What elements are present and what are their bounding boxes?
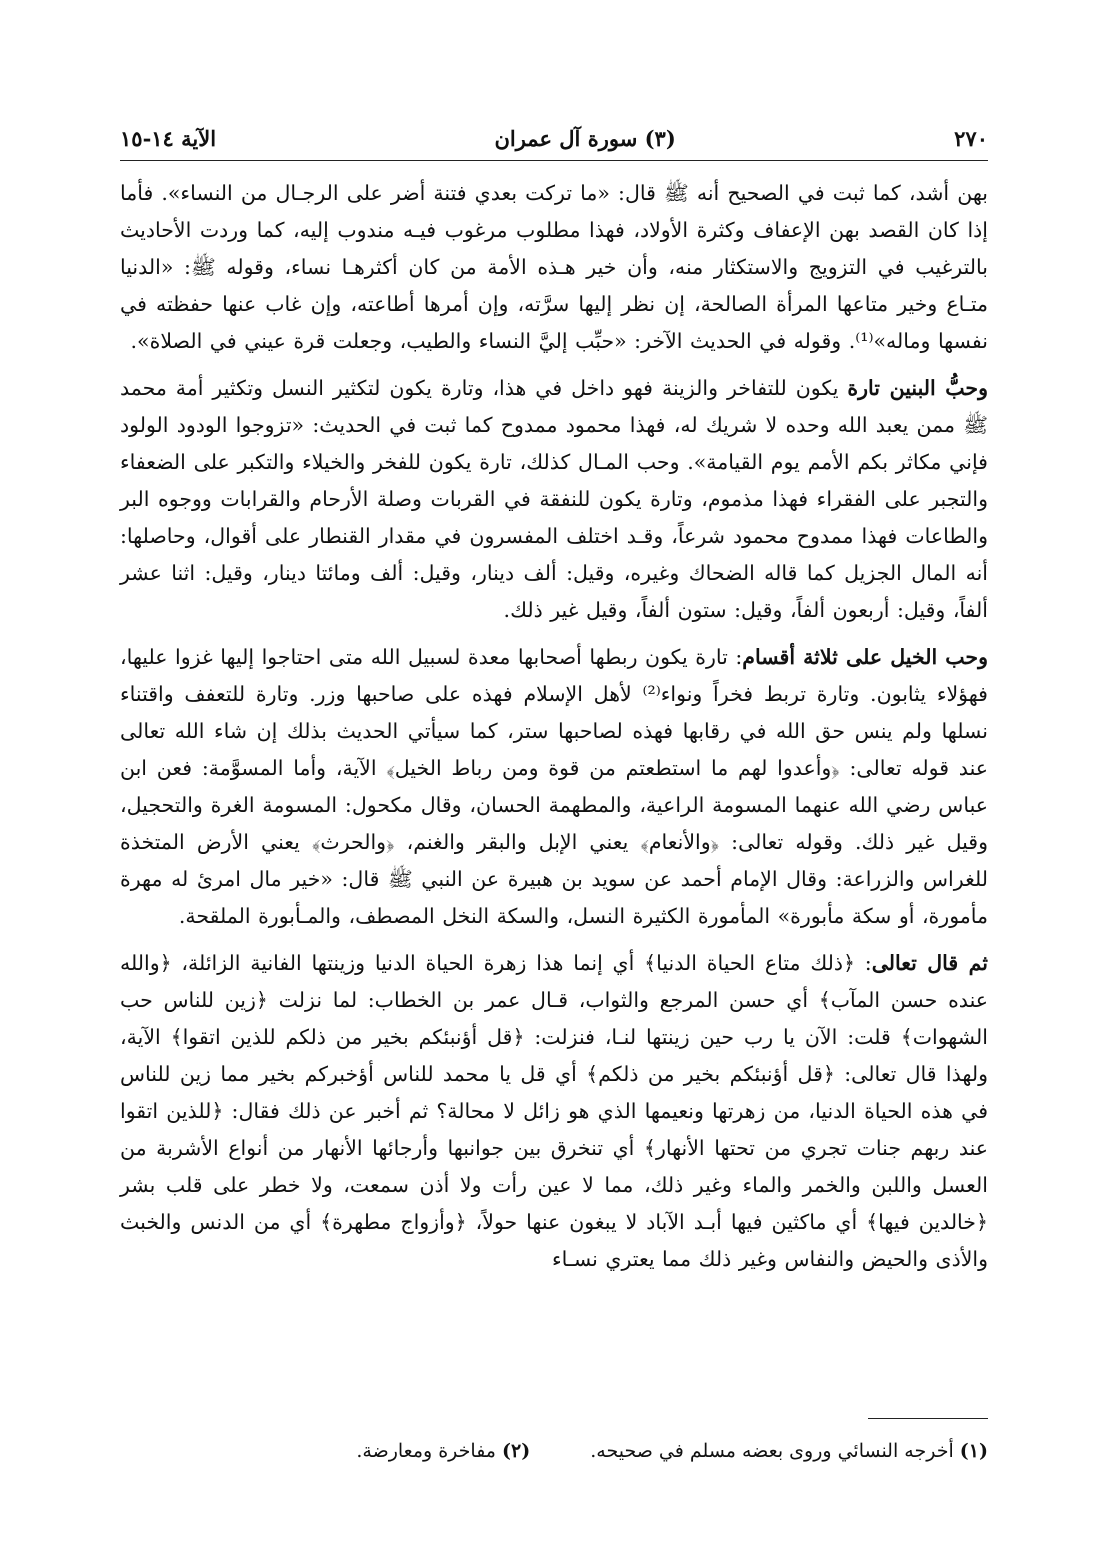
paragraph-4-lead: ثم قال تعالى bbox=[871, 951, 988, 975]
footnote-2 bbox=[356, 1440, 530, 1462]
paragraph-3-text: : تارة يكون ربطها أصحابها معدة لسبيل الله متى احتاجوا إليها غزوا عليها، فهؤلاء يثابون. وتارة تربط فخراً ونواء⁽²⁾ لأهل الإسلام فهذه على صاحبها وزر. وتارة للتعفف واقتناء نسلها ولم ينس حق الله في رقابها فهذه لصاحبها ستر، كما سيأتي الحديث بذلك إن شاء الله تعالى عند قوله تعالى: ﴿وأعدوا لهم ما استطعتم من قوة ومن رباط الخيل﴾ الآية، وأما المسوَّمة: فعن ابن عباس رضي الله عنهما المسومة الراعية، والمطهمة الحسان، وقال مكحول: المسومة الغرة والتحجيل، وقيل غير ذلك. وقوله تعالى: ﴿والأنعام﴾ يعني الإبل والبقر والغنم، ﴿والحرث﴾ يعني الأرض المتخذة للغراس والزراعة: وقال الإمام أحمد عن سويد بن هبيرة عن النبي ﷺ قال: «خير مال امرئ له مهرة مأمورة، أو سكة مأبورة» المأمورة الكثيرة النسل، والسكة النخل المصطف، والمـأبورة الملقحة. bbox=[120, 645, 988, 928]
footnote-1 bbox=[590, 1440, 988, 1462]
footnote-divider bbox=[868, 1418, 988, 1419]
paragraph-4 bbox=[120, 945, 988, 1278]
footnote-1-text: أخرجه النسائي وروى بعضه مسلم في صحيحه. bbox=[590, 1440, 954, 1462]
footnote-2-text: مفاخرة ومعارضة. bbox=[356, 1440, 496, 1462]
paragraph-2-lead: وحبُّ البنين تارة bbox=[847, 376, 988, 400]
footnote-2-number: (٢) bbox=[502, 1440, 531, 1462]
ayah-range: الآية ١٤-١٥ bbox=[120, 125, 217, 151]
body-text bbox=[120, 175, 988, 1278]
surah-title: (٣) سورة آل عمران bbox=[494, 125, 676, 151]
paragraph-2 bbox=[120, 370, 988, 629]
paragraph-4-text: : ﴿ذلك متاع الحياة الدنيا﴾ أي إنما هذا زهرة الحياة الدنيا وزينتها الفانية الزائلة، ﴿والله عنده حسن المآب﴾ أي حسن المرجع والثواب، قـال عمر بن الخطاب: لما نزلت ﴿زين للناس حب الشهوات﴾ قلت: الآن يا رب حين زينتها لنـا، فنزلت: ﴿قل أؤنبئكم بخير من ذلكم للذين اتقوا﴾ الآية، ولهذا قال تعالى: ﴿قل أؤنبئكم بخير من ذلكم﴾ أي قل يا محمد للناس أؤخبركم بخير مما زين للناس في هذه الحياة الدنيا، من زهرتها ونعيمها الذي هو زائل لا محالة؟ ثم أخبر عن ذلك فقال: ﴿للذين اتقوا عند ربهم جنات تجري من تحتها الأنهار﴾ أي تنخرق بين جوانبها وأرجائها الأنهار من أنواع الأشربة من العسل واللبن والخمر والماء وغير ذلك، مما لا عين رأت ولا أذن سمعت، ولا خطر على قلب بشر ﴿خالدين فيها﴾ أي ماكثين فيها أبـد الآباد لا يبغون عنها حولاً، ﴿وأزواج مطهرة﴾ أي من الدنس والخبث والأذى والحيض والنفاس وغير ذلك مما يعتري نسـاء bbox=[120, 951, 988, 1271]
page-number: ٢٧٠ bbox=[954, 125, 988, 151]
header-divider bbox=[120, 160, 988, 161]
paragraph-3 bbox=[120, 639, 988, 935]
paragraph-1-text: بهن أشد، كما ثبت في الصحيح أنه ﷺ قال: «ما تركت بعدي فتنة أضر على الرجـال من النساء». فأما إذا كان القصد بهن الإعفاف وكثرة الأولاد، فهذا مطلوب مرغوب فيـه مندوب إليه، كما وردت الأحاديث بالترغيب في التزويج والاستكثار منه، وأن خير هـذه الأمة من كان أكثرهـا نساء، وقوله ﷺ: «الدنيا متـاع وخير متاعها المرأة الصالحة، إن نظر إليها سرَّته، وإن أمرها أطاعته، وإن غاب عنها حفظته في نفسها وماله»⁽¹⁾. وقوله في الحديث الآخر: «حبِّب إليَّ النساء والطيب، وجعلت قرة عيني في الصلاة». bbox=[120, 181, 988, 353]
running-header bbox=[120, 120, 988, 156]
paragraph-1 bbox=[120, 175, 988, 360]
footnotes bbox=[120, 1440, 988, 1462]
paragraph-2-text: يكون للتفاخر والزينة فهو داخل في هذا، وتارة يكون لتكثير النسل وتكثير أمة محمد ﷺ ممن يعبد الله وحده لا شريك له، فهذا محمود ممدوح كما ثبت في الحديث: «تزوجوا الودود الولود فإني مكاثر بكم الأمم يوم القيامة». وحب المـال كذلك، تارة يكون للفخر والخيلاء والتكبر على الضعفاء والتجبر على الفقراء فهذا مذموم، وتارة يكون للنفقة في القربات وصلة الأرحام والقرابات ووجوه البر والطاعات فهذا ممدوح محمود شرعاً، وقـد اختلف المفسرون في مقدار القنطار على أقوال، وحاصلها: أنه المال الجزيل كما قاله الضحاك وغيره، وقيل: ألف دينار، وقيل: ألف ومائتا دينار، وقيل: اثنا عشر ألفاً، وقيل: أربعون ألفاً، وقيل: ستون ألفاً، وقيل غير ذلك. bbox=[120, 376, 988, 622]
footnote-1-number: (١) bbox=[959, 1440, 988, 1462]
paragraph-3-lead: وحب الخيل على ثلاثة أقسام bbox=[742, 645, 988, 669]
